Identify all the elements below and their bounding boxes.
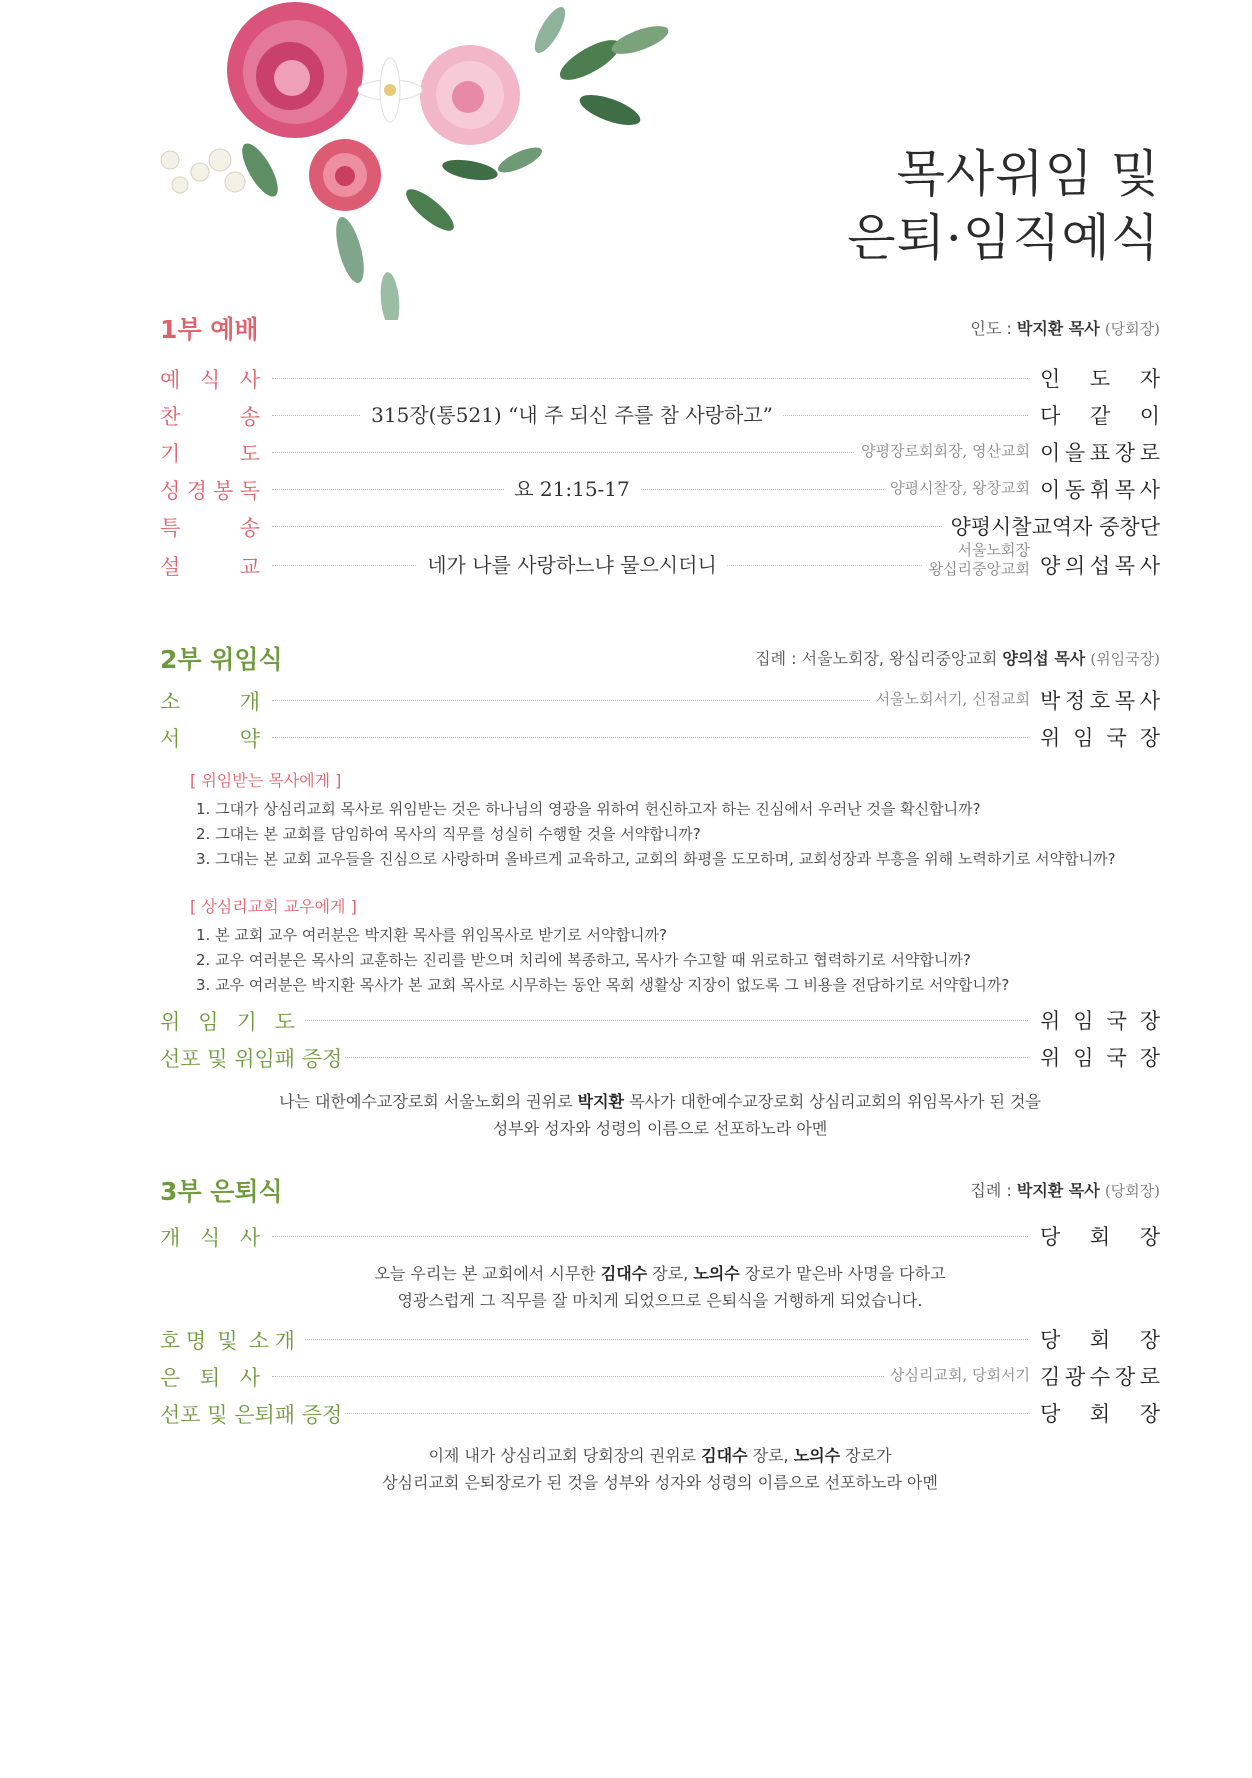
part1-leader-role: (당회장) xyxy=(1104,320,1160,338)
floral-decoration xyxy=(140,0,680,320)
vow-item: 1. 본 교회 교우 여러분은 박지환 목사를 위임목사로 받기로 서약합니까? xyxy=(196,926,667,944)
row-label: 은 퇴 사 xyxy=(160,1366,260,1390)
part2-officiant-name: 양의섭 목사 xyxy=(1002,649,1086,668)
part3-officiant xyxy=(970,1178,1160,1201)
leader-dots xyxy=(272,1236,1028,1237)
part1-title: 1부 예배 xyxy=(160,315,259,344)
part3-officiant-role: (당회장) xyxy=(1104,1182,1160,1200)
declaration-line: 상심리교회 은퇴장로가 된 것을 성부와 성자와 성령의 이름으로 선포하노라 아멘 xyxy=(382,1473,938,1492)
leader-dots xyxy=(272,378,1028,379)
row-label: 선포 및 은퇴패 증정 xyxy=(160,1403,343,1427)
program-row xyxy=(160,1218,1160,1254)
part3-section xyxy=(160,1172,1160,1492)
row-label xyxy=(160,364,260,392)
program-row xyxy=(160,1395,1160,1431)
declaration-line: 이제 내가 상심리교회 당회장의 권위로 김대수 장로, 노의수 장로가 xyxy=(428,1446,892,1465)
vow-to-congregation xyxy=(190,894,1170,998)
installation-declaration xyxy=(160,1088,1160,1142)
row-affiliation: 상심리교회, 당회서기 xyxy=(884,1364,1030,1385)
row-person: 이 동 휘 목 사 xyxy=(1032,474,1160,504)
part3-title: 3부 은퇴식 xyxy=(160,1177,283,1206)
rose-light xyxy=(420,45,520,145)
hymn-title: 315장(통521) “내 주 되신 주를 참 사랑하고” xyxy=(361,399,783,428)
vow-item: 3. 그대는 본 교회 교우들을 진심으로 사랑하며 올바르게 교육하고, 교회의 화평을 도모하며, 교회성장과 부흥을 위해 노력하기로 서약합니까? xyxy=(196,850,1116,868)
vow-list xyxy=(190,923,1170,998)
part1-header xyxy=(160,310,1160,350)
part2-officiant xyxy=(755,646,1160,669)
program-row xyxy=(160,397,1160,433)
row-label: 위 임 기 도 xyxy=(160,1010,295,1034)
statement-line: 오늘 우리는 본 교회에서 시무한 김대수 장로, 노의수 장로가 맡은바 사명을 다하고 xyxy=(374,1264,946,1283)
program-row xyxy=(160,1002,1160,1038)
vow-item: 1. 그대가 상심리교회 목사로 위임받는 것은 하나님의 영광을 위하여 헌신하고자 하는 진심에서 우러난 것을 확신합니까? xyxy=(196,800,981,818)
program-row xyxy=(160,1358,1160,1394)
retirement-declaration xyxy=(160,1442,1160,1496)
leader-dots xyxy=(272,737,1028,738)
row-affiliation: 양평장로회회장, 영산교회 xyxy=(855,440,1030,461)
declaration-line: 성부와 성자와 성령의 이름으로 선포하노라 아멘 xyxy=(492,1119,828,1138)
row-label: 개 식 사 xyxy=(160,1226,260,1250)
part2-officiant-role: (위임국장) xyxy=(1090,650,1160,668)
lily xyxy=(358,58,422,122)
ceremony-title xyxy=(847,142,1160,270)
row-person: 양 의 섭 목 사 xyxy=(1032,550,1160,580)
program-row xyxy=(160,1321,1160,1357)
leader-dots xyxy=(345,1413,1028,1414)
ch: 사 xyxy=(239,368,260,392)
row-person: 양평시찰교역자 중창단 xyxy=(942,511,1160,541)
opening-statement xyxy=(160,1260,1160,1314)
white-berries xyxy=(161,149,245,193)
row-person: 위 임 국 장 xyxy=(1032,1042,1160,1072)
leader-dots xyxy=(272,526,970,527)
row-label: 서 약 xyxy=(160,727,260,751)
program-row xyxy=(160,434,1160,470)
program-row xyxy=(160,1039,1160,1075)
affiliation-line: 왕십리중앙교회 xyxy=(928,560,1030,578)
program-row xyxy=(160,719,1160,755)
part1-leader-name: 박지환 목사 xyxy=(1016,319,1100,338)
part2-header xyxy=(160,640,1160,680)
part3-officiant-name: 박지환 목사 xyxy=(1016,1181,1100,1200)
row-label: 설 교 xyxy=(160,555,260,579)
ch: 예 xyxy=(160,368,181,392)
vow-list xyxy=(190,797,1170,872)
row-label: 특 송 xyxy=(160,516,260,540)
row-person: 당 회 장 xyxy=(1032,1324,1160,1354)
vow-item: 2. 교우 여러분은 목사의 교훈하는 진리를 받으며 치리에 복종하고, 목사가 수고할 때 위로하고 협력하기로 서약합니까? xyxy=(196,951,971,969)
part2-section xyxy=(160,640,1160,1138)
row-person: 김 광 수 장 로 xyxy=(1032,1361,1160,1391)
row-affiliation xyxy=(923,541,1030,579)
part1-leader xyxy=(970,316,1160,339)
row-person: 박 정 호 목 사 xyxy=(1032,685,1160,715)
rose-large xyxy=(227,2,363,138)
row-person: 이 을 표 장 로 xyxy=(1032,437,1160,467)
row-label: 호 명 및 소 개 xyxy=(160,1329,295,1353)
vow-heading: [ 상심리교회 교우에게 ] xyxy=(190,897,357,916)
title-line-2: 은퇴·임직예식 xyxy=(847,209,1160,267)
vow-item: 3. 교우 여러분은 박지환 목사가 본 교회 목사로 시무하는 동안 목회 생활상 지장이 없도록 그 비용을 전담하기로 서약합니까? xyxy=(196,976,1010,994)
part3-header xyxy=(160,1172,1160,1212)
part2-officiant-label: 집례 : 서울노회장, 왕십리중앙교회 xyxy=(755,649,1003,668)
row-person: 당 회 장 xyxy=(1032,1398,1160,1428)
sermon-title: 네가 나를 사랑하느냐 물으시더니 xyxy=(417,549,727,578)
scripture-ref: 요 21:15-17 xyxy=(504,473,640,502)
declaration-line: 나는 대한예수교장로회 서울노회의 권위로 박지환 목사가 대한예수교장로회 상심리교회의 위임목사가 된 것을 xyxy=(279,1092,1041,1111)
row-affiliation: 서울노회서기, 신점교회 xyxy=(870,688,1030,709)
title-line-1: 목사위임 및 xyxy=(896,145,1160,203)
row-label: 소 개 xyxy=(160,690,260,714)
row-person: 인 도 자 xyxy=(1032,363,1160,393)
program-row xyxy=(160,360,1160,396)
row-label: 선포 및 위임패 증정 xyxy=(160,1047,343,1071)
part3-officiant-label: 집례 : xyxy=(970,1181,1017,1200)
row-person: 당 회 장 xyxy=(1032,1221,1160,1251)
vow-heading: [ 위임받는 목사에게 ] xyxy=(190,771,342,790)
affiliation-line: 서울노회장 xyxy=(957,541,1030,559)
rose-small xyxy=(309,139,381,211)
part1-section xyxy=(160,310,1160,579)
leader-dots xyxy=(305,1339,1028,1340)
statement-line: 영광스럽게 그 직무를 잘 마치게 되었으므로 은퇴식을 거행하게 되었습니다. xyxy=(397,1291,923,1310)
row-affiliation: 양평시찰장, 왕창교회 xyxy=(884,477,1030,498)
program-row xyxy=(160,471,1160,507)
program-row xyxy=(160,508,1160,544)
part1-leader-label: 인도 : xyxy=(970,319,1017,338)
vow-to-pastor xyxy=(190,768,1170,872)
row-person: 위 임 국 장 xyxy=(1032,722,1160,752)
leader-dots xyxy=(345,1057,1028,1058)
program-row xyxy=(160,682,1160,718)
program-row xyxy=(160,541,1160,583)
ch: 식 xyxy=(199,368,221,392)
row-person: 다 같 이 xyxy=(1032,400,1160,430)
part2-title: 2부 위임식 xyxy=(160,645,283,674)
leader-dots xyxy=(305,1020,1028,1021)
vow-item: 2. 그대는 본 교회를 담임하여 목사의 직무를 성실히 수행할 것을 서약합니까? xyxy=(196,825,701,843)
row-person: 위 임 국 장 xyxy=(1032,1005,1160,1035)
row-label: 성 경 봉 독 xyxy=(160,479,260,503)
row-label: 기 도 xyxy=(160,442,260,466)
row-label: 찬 송 xyxy=(160,405,260,429)
